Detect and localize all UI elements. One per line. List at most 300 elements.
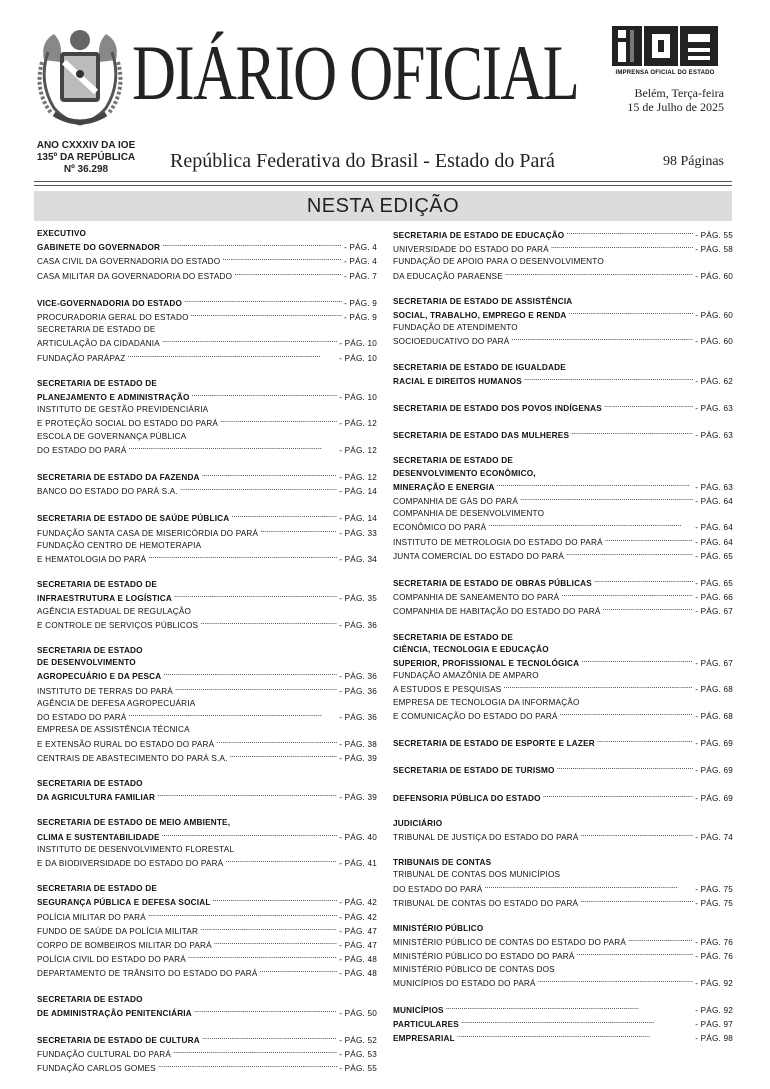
toc-entry-title: DO ESTADO DO PARÁ	[37, 713, 127, 723]
toc-entry-title: DA EDUCAÇÃO PARAENSE	[393, 271, 503, 281]
toc-entry[interactable]	[393, 480, 733, 494]
toc-entry[interactable]	[37, 952, 377, 966]
toc-line: AGÊNCIA ESTADUAL DE REGULAÇÃO	[37, 606, 192, 616]
toc-entry[interactable]	[393, 520, 733, 534]
toc-section	[37, 296, 377, 365]
toc-entry[interactable]	[37, 254, 377, 268]
toc-entry[interactable]	[37, 310, 377, 324]
toc-entry-title: POLÍCIA CIVIL DO ESTADO DO PARÁ	[37, 955, 186, 965]
toc-entry-page: - PÁG. 4	[344, 257, 377, 267]
toc-entry-page: - PÁG. 7	[344, 271, 377, 281]
toc-entry[interactable]	[393, 882, 733, 896]
dot-leader	[594, 576, 693, 586]
dot-leader	[581, 656, 693, 666]
toc-entry[interactable]	[393, 228, 733, 242]
toc-entry-title: AGROPECUÁRIO E DA PESCA	[37, 672, 162, 682]
toc-entry-title: CENTRAIS DE ABASTECIMENTO DO PARÁ S.A.	[37, 753, 228, 763]
toc-section	[393, 763, 733, 777]
toc-entry-page: - PÁG. 36	[339, 713, 377, 723]
toc-entry[interactable]	[37, 1061, 377, 1075]
toc-entry-title: GABINETE DO GOVERNADOR	[37, 243, 161, 253]
toc-entry-page: - PÁG. 69	[695, 793, 733, 803]
toc-section	[393, 1003, 733, 1046]
dot-leader	[162, 336, 337, 346]
toc-section	[393, 791, 733, 805]
toc-entry-title: COMPANHIA DE GÁS DO PARÁ	[393, 497, 519, 507]
toc-section	[393, 923, 733, 990]
dot-leader	[194, 1006, 337, 1016]
toc-entry-title: POLÍCIA MILITAR DO PARÁ	[37, 912, 146, 922]
toc-entry[interactable]	[37, 910, 377, 924]
toc-entry[interactable]	[393, 1031, 733, 1045]
toc-entry-page: - PÁG. 62	[695, 376, 733, 386]
toc-section	[393, 455, 733, 563]
dot-leader	[157, 790, 337, 800]
toc-entry-title: DEFENSORIA PÚBLICA DO ESTADO	[393, 793, 541, 803]
toc-entry-title: A ESTUDOS E PESQUISAS	[393, 685, 502, 695]
toc-entry-title: FUNDAÇÃO SANTA CASA DE MISERICÓRDIA DO PARÁ	[37, 528, 259, 538]
toc-section	[37, 378, 377, 457]
toc-section	[37, 1033, 377, 1076]
toc-entry-title: FUNDAÇÃO CARLOS GOMES	[37, 1064, 156, 1074]
toc-entry-title: SECRETARIA DE ESTADO DE ESPORTE E LAZER	[393, 739, 595, 749]
toc-entry[interactable]	[393, 428, 733, 442]
toc-line: COMPANHIA DE DESENVOLVIMENTO	[393, 509, 545, 519]
dot-leader	[231, 511, 337, 521]
toc-entry[interactable]	[37, 443, 377, 457]
toc-entry[interactable]	[393, 896, 733, 910]
toc-line: FUNDAÇÃO AMAZÔNIA DE AMPARO	[393, 671, 539, 681]
toc-entry[interactable]	[393, 590, 733, 604]
toc-section	[37, 778, 377, 804]
toc-entry-page: - PÁG. 76	[695, 952, 733, 962]
header-divider-thin	[34, 185, 732, 186]
toc-line: AGÊNCIA DE DEFESA AGROPECUÁRIA	[37, 698, 196, 708]
toc-entry-title: COMPANHIA DE SANEAMENTO DO PARÁ	[393, 593, 560, 603]
toc-heading: SECRETARIA DE ESTADO DE	[393, 456, 513, 466]
toc-entry-page: - PÁG. 47	[339, 926, 377, 936]
toc-heading: SECRETARIA DE ESTADO DE	[37, 378, 157, 388]
toc-entry[interactable]	[37, 618, 377, 632]
toc-entry-page: - PÁG. 14	[339, 487, 377, 497]
toc-entry-page: - PÁG. 55	[339, 1064, 377, 1074]
toc-entry-page: - PÁG. 63	[695, 482, 733, 492]
toc-entry-title: SECRETARIA DE ESTADO DAS MULHERES	[393, 431, 570, 441]
toc-heading: SECRETARIA DE ESTADO	[37, 994, 143, 1004]
toc-entry-page: - PÁG. 63	[695, 404, 733, 414]
toc-entry-title: SOCIOEDUCATIVO DO PARÁ	[393, 337, 510, 347]
edition-meta	[34, 140, 138, 176]
toc-entry-page: - PÁG. 55	[695, 231, 733, 240]
dot-leader	[566, 228, 693, 238]
toc-entry-page: - PÁG. 98	[695, 1034, 733, 1044]
toc-section	[393, 818, 733, 844]
toc-entry-title: SECRETARIA DE ESTADO DE OBRAS PÚBLICAS	[393, 579, 592, 589]
toc-entry-page: - PÁG. 33	[339, 528, 377, 538]
toc-entry-page: - PÁG. 69	[695, 766, 733, 776]
toc-entry[interactable]	[393, 1003, 733, 1017]
dot-leader	[505, 269, 693, 279]
toc-entry[interactable]	[37, 737, 377, 751]
toc-entry-title: SEGURANÇA PÚBLICA E DEFESA SOCIAL	[37, 898, 211, 908]
toc-entry[interactable]	[37, 684, 377, 698]
toc-entry[interactable]	[37, 416, 377, 430]
toc-entry-title: TRIBUNAL DE CONTAS DO ESTADO DO PARÁ	[393, 898, 579, 908]
toc-entry[interactable]	[393, 949, 733, 963]
toc-section	[393, 428, 733, 442]
state-coat-of-arms	[34, 22, 126, 130]
toc-heading: DE DESENVOLVIMENTO	[37, 658, 136, 668]
section-banner: NESTA EDIÇÃO	[34, 191, 732, 221]
dot-leader	[216, 737, 337, 747]
toc-entry-page: - PÁG. 75	[695, 884, 733, 894]
toc-heading: SECRETARIA DE ESTADO DE	[37, 580, 157, 590]
toc-entry[interactable]	[37, 351, 377, 365]
toc-heading: SECRETARIA DE ESTADO DE	[37, 884, 157, 894]
toc-entry-title: CASA MILITAR DA GOVERNADORIA DO ESTADO	[37, 271, 233, 281]
dot-leader	[222, 254, 342, 264]
dot-leader	[127, 351, 337, 361]
toc-entry-page: - PÁG. 64	[695, 523, 733, 533]
toc-entry-title: MINISTÉRIO PÚBLICO DO ESTADO DO PARÁ	[393, 952, 575, 962]
toc-entry[interactable]	[393, 549, 733, 563]
toc-entry-page: - PÁG. 74	[695, 832, 733, 842]
toc-entry-title: E EXTENSÃO RURAL DO ESTADO DO PARÁ	[37, 739, 215, 749]
toc-entry-title: FUNDO DE SAÚDE DA POLÍCIA MILITAR	[37, 926, 199, 936]
toc-entry-page: - PÁG. 68	[695, 685, 733, 695]
dot-leader	[561, 590, 693, 600]
toc-entry[interactable]	[393, 976, 733, 990]
toc-entry-title: E CONTROLE DE SERVIÇOS PÚBLICOS	[37, 620, 199, 630]
toc-entry[interactable]	[37, 710, 377, 724]
toc-entry-page: - PÁG. 9	[344, 298, 377, 308]
dot-leader	[457, 1031, 693, 1041]
toc-heading: SECRETARIA DE ESTADO	[37, 646, 143, 656]
toc-section	[37, 883, 377, 980]
toc-left-column	[37, 228, 377, 1089]
toc-entry[interactable]	[393, 494, 733, 508]
toc-entry-page: - PÁG. 69	[695, 739, 733, 749]
dot-leader	[543, 791, 694, 801]
toc-entry-title: FUNDAÇÃO PARÁPAZ	[37, 353, 126, 363]
toc-entry-page: - PÁG. 36	[339, 686, 377, 696]
toc-entry-title: MINISTÉRIO PÚBLICO DE CONTAS DO ESTADO DO PARÁ	[393, 938, 627, 948]
toc-line: EMPRESA DE TECNOLOGIA DA INFORMAÇÃO	[393, 697, 580, 707]
toc-entry-title: DEPARTAMENTO DE TRÂNSITO DO ESTADO DO PARÁ	[37, 969, 258, 979]
dot-leader	[174, 591, 337, 601]
toc-entry[interactable]	[393, 736, 733, 750]
dot-leader	[200, 924, 337, 934]
toc-entry-page: - PÁG. 10	[339, 353, 377, 363]
toc-entry[interactable]	[393, 576, 733, 590]
toc-section	[37, 579, 377, 632]
toc-entry-title: PARTICULARES	[393, 1020, 459, 1030]
dot-leader	[260, 966, 338, 976]
dot-leader	[213, 895, 338, 905]
dot-leader	[520, 494, 693, 504]
toc-entry-page: - PÁG. 38	[339, 739, 377, 749]
toc-entry[interactable]	[37, 390, 377, 404]
toc-heading: DESENVOLVIMENTO ECONÔMICO,	[393, 468, 536, 478]
toc-entry-page: - PÁG. 40	[339, 832, 377, 842]
toc-entry[interactable]	[37, 591, 377, 605]
dot-leader	[569, 308, 694, 318]
toc-entry[interactable]	[37, 511, 377, 525]
toc-right-column	[393, 228, 733, 1059]
toc-entry[interactable]	[393, 535, 733, 549]
toc-entry[interactable]	[393, 763, 733, 777]
toc-entry-title: INFRAESTRUTURA E LOGÍSTICA	[37, 594, 172, 604]
toc-entry-page: - PÁG. 47	[339, 940, 377, 950]
toc-line: FUNDAÇÃO DE ATENDIMENTO	[393, 323, 518, 333]
dot-leader	[175, 684, 337, 694]
toc-entry-page: - PÁG. 42	[339, 898, 377, 908]
dot-leader	[202, 470, 338, 480]
toc-entry[interactable]	[393, 401, 733, 415]
toc-entry-title: VICE-GOVERNADORIA DO ESTADO	[37, 298, 183, 308]
toc-entry-page: - PÁG. 64	[695, 537, 733, 547]
toc-section	[37, 228, 377, 283]
toc-entry[interactable]	[37, 1047, 377, 1061]
toc-section	[37, 994, 377, 1020]
toc-entry[interactable]	[37, 751, 377, 765]
dot-leader	[580, 896, 693, 906]
toc-entry[interactable]	[393, 334, 733, 348]
toc-entry-title: DE ADMINISTRAÇÃO PENITENCIÁRIA	[37, 1008, 192, 1018]
toc-entry[interactable]	[37, 484, 377, 498]
dot-leader	[485, 882, 694, 892]
toc-entry-title: BANCO DO ESTADO DO PARÁ S.A.	[37, 487, 178, 497]
toc-entry[interactable]	[37, 240, 377, 254]
toc-entry-title: SECRETARIA DE ESTADO DA FAZENDA	[37, 473, 200, 483]
toc-entry[interactable]	[393, 791, 733, 805]
dot-leader	[148, 552, 337, 562]
dot-leader	[488, 520, 693, 530]
dot-leader	[162, 830, 338, 840]
toc-entry-page: - PÁG. 58	[695, 245, 733, 255]
toc-heading: CIÊNCIA, TECNOLOGIA E EDUCAÇÃO	[393, 644, 549, 654]
dot-leader	[538, 976, 694, 986]
toc-entry-title: DO ESTADO DO PARÁ	[393, 884, 483, 894]
dot-leader	[192, 390, 338, 400]
toc-entry[interactable]	[37, 336, 377, 350]
ioe-logo-icon	[612, 26, 718, 76]
toc-heading: SECRETARIA DE ESTADO DE	[393, 632, 513, 642]
toc-entry-page: - PÁG. 12	[339, 419, 377, 429]
toc-entry-page: - PÁG. 68	[695, 711, 733, 721]
toc-heading: JUDICIÁRIO	[393, 818, 443, 828]
toc-entry[interactable]	[37, 296, 377, 310]
dot-leader	[230, 751, 338, 761]
dot-leader	[188, 952, 337, 962]
toc-entry-page: - PÁG. 65	[695, 579, 733, 589]
toc-entry[interactable]	[393, 1017, 733, 1031]
toc-entry-title: ARTICULAÇÃO DA CIDADANIA	[37, 339, 160, 349]
toc-entry-title: PROCURADORIA GERAL DO ESTADO	[37, 313, 189, 323]
toc-entry-title: INSTITUTO DE METROLOGIA DO ESTADO DO PARÁ	[393, 537, 603, 547]
dot-leader	[461, 1017, 693, 1027]
toc-entry[interactable]	[393, 709, 733, 723]
dot-leader	[604, 401, 693, 411]
dot-leader	[605, 535, 694, 545]
toc-entry[interactable]	[393, 656, 733, 670]
toc-entry-page: - PÁG. 4	[344, 243, 377, 253]
toc-entry[interactable]	[37, 1006, 377, 1020]
header-divider	[34, 181, 732, 182]
ioe-caption: IMPRENSA OFICIAL DO ESTADO	[615, 70, 715, 76]
toc-entry-title: UNIVERSIDADE DO ESTADO DO PARÁ	[393, 245, 549, 255]
dot-leader	[180, 484, 337, 494]
toc-entry-page: - PÁG. 48	[339, 955, 377, 965]
toc-entry[interactable]	[37, 1033, 377, 1047]
toc-section	[393, 401, 733, 415]
toc-entry-title: PLANEJAMENTO E ADMINISTRAÇÃO	[37, 393, 190, 403]
toc-entry-page: - PÁG. 14	[339, 514, 377, 524]
dot-leader	[200, 618, 337, 628]
toc-entry-page: - PÁG. 92	[695, 1005, 733, 1015]
weekday: Belém, Terça-feira	[634, 86, 724, 100]
toc-entry-page: - PÁG. 34	[339, 555, 377, 565]
toc-entry-title: MINERAÇÃO E ENERGIA	[393, 482, 495, 492]
toc-section	[393, 736, 733, 750]
toc-entry-title: DA AGRICULTURA FAMILIAR	[37, 793, 156, 803]
toc-entry-page: - PÁG. 36	[339, 620, 377, 630]
republic-year: 135º DA REPÚBLICA	[36, 152, 136, 163]
toc-line: EMPRESA DE ASSISTÊNCIA TÉCNICA	[37, 725, 190, 735]
dot-leader	[597, 736, 693, 746]
toc-entry[interactable]	[37, 856, 377, 870]
toc-section	[393, 632, 733, 723]
toc-entry[interactable]	[37, 924, 377, 938]
toc-entry-page: - PÁG. 67	[695, 659, 733, 669]
toc-entry-page: - PÁG. 12	[339, 473, 377, 483]
toc-entry-title: TRIBUNAL DE JUSTIÇA DO ESTADO DO PARÁ	[393, 832, 579, 842]
toc-section	[393, 576, 733, 619]
toc-entry[interactable]	[393, 308, 733, 322]
toc-entry-title: RACIAL E DIREITOS HUMANOS	[393, 376, 522, 386]
toc-entry-title: SECRETARIA DE ESTADO DE TURISMO	[393, 766, 555, 776]
dot-leader	[184, 296, 342, 306]
toc-heading: SECRETARIA DE ESTADO DE ASSISTÊNCIA	[393, 296, 573, 306]
dot-leader	[560, 709, 694, 719]
dot-leader	[129, 710, 338, 720]
toc-entry-title: SUPERIOR, PROFISSIONAL E TECNOLÓGICA	[393, 659, 580, 669]
toc-line: FUNDAÇÃO CENTRO DE HEMOTERAPIA	[37, 540, 202, 550]
toc-line: TRIBUNAL DE CONTAS DOS MUNICÍPIOS	[393, 870, 561, 880]
toc-entry-page: - PÁG. 39	[339, 753, 377, 763]
toc-entry[interactable]	[393, 604, 733, 618]
toc-entry-page: - PÁG. 64	[695, 497, 733, 507]
page-count: 98 Páginas	[662, 154, 724, 169]
edition-date	[600, 86, 724, 114]
toc-entry-title: FUNDAÇÃO CULTURAL DO PARÁ	[37, 1050, 172, 1060]
toc-heading: EXECUTIVO	[37, 229, 87, 238]
dot-leader	[497, 480, 694, 490]
toc-entry-title: EMPRESARIAL	[393, 1034, 455, 1044]
toc-entry-page: - PÁG. 48	[339, 969, 377, 979]
toc-section	[37, 511, 377, 566]
dot-leader	[557, 763, 694, 773]
toc-entry[interactable]	[37, 669, 377, 683]
toc-section	[37, 645, 377, 765]
toc-entry-title: E PROTEÇÃO SOCIAL DO ESTADO DO PARÁ	[37, 419, 219, 429]
toc-entry-page: - PÁG. 97	[695, 1020, 733, 1030]
toc-entry-page: - PÁG. 10	[339, 393, 377, 403]
masthead-title: DIÁRIO OFICIAL	[132, 29, 579, 116]
toc-entry-title: E DA BIODIVERSIDADE DO ESTADO DO PARÁ	[37, 858, 224, 868]
dot-leader	[571, 428, 693, 438]
toc-entry[interactable]	[37, 830, 377, 844]
toc-entry[interactable]	[393, 935, 733, 949]
dot-leader	[191, 310, 342, 320]
dot-leader	[260, 526, 337, 536]
dot-leader	[577, 949, 694, 959]
dot-leader	[503, 682, 693, 692]
toc-entry-title: E HEMATOLOGIA DO PARÁ	[37, 555, 147, 565]
toc-heading: SECRETARIA DE ESTADO	[37, 778, 143, 788]
edition-year: ANO CXXXIV DA IOE	[36, 140, 136, 151]
toc-entry-title: JUNTA COMERCIAL DO ESTADO DO PARÁ	[393, 551, 564, 561]
toc-entry-page: - PÁG. 39	[339, 793, 377, 803]
toc-entry-page: - PÁG. 50	[339, 1008, 377, 1018]
toc-entry-title: SECRETARIA DE ESTADO DE EDUCAÇÃO	[393, 231, 565, 240]
dot-leader	[628, 935, 693, 945]
toc-entry[interactable]	[37, 895, 377, 909]
toc-entry-title: INSTITUTO DE TERRAS DO PARÁ	[37, 686, 173, 696]
toc-entry-page: - PÁG. 42	[339, 912, 377, 922]
dot-leader	[446, 1003, 694, 1013]
toc-entry-title: CORPO DE BOMBEIROS MILITAR DO PARÁ	[37, 940, 212, 950]
toc-entry-page: - PÁG. 36	[339, 672, 377, 682]
toc-heading: MINISTÉRIO PÚBLICO	[393, 923, 484, 933]
toc-entry[interactable]	[37, 552, 377, 566]
toc-entry[interactable]	[393, 242, 733, 256]
toc-heading: SECRETARIA DE ESTADO DE MEIO AMBIENTE,	[37, 818, 231, 828]
toc-entry[interactable]	[393, 269, 733, 283]
toc-entry[interactable]	[37, 938, 377, 952]
toc-entry[interactable]	[393, 682, 733, 696]
dot-leader	[603, 604, 694, 614]
toc-entry-page: - PÁG. 92	[695, 978, 733, 988]
toc-heading: TRIBUNAIS DE CONTAS	[393, 858, 492, 868]
toc-section	[393, 296, 733, 349]
toc-entry[interactable]	[37, 269, 377, 283]
toc-entry[interactable]	[393, 374, 733, 388]
toc-entry-page: - PÁG. 52	[339, 1035, 377, 1045]
toc-line: SECRETARIA DE ESTADO DE	[37, 325, 156, 335]
toc-entry[interactable]	[37, 966, 377, 980]
toc-entry-title: E COMUNICAÇÃO DO ESTADO DO PARÁ	[393, 711, 558, 721]
toc-entry[interactable]	[37, 526, 377, 540]
toc-entry-title: SOCIAL, TRABALHO, EMPREGO E RENDA	[393, 311, 567, 321]
toc-entry-title: MUNICÍPIOS DO ESTADO DO PARÁ	[393, 978, 536, 988]
toc-line: INSTITUTO DE DESENVOLVIMENTO FLORESTAL	[37, 844, 235, 854]
toc-entry-page: - PÁG. 60	[695, 337, 733, 347]
toc-entry[interactable]	[37, 470, 377, 484]
dot-leader	[511, 334, 693, 344]
toc-entry-page: - PÁG. 75	[695, 898, 733, 908]
toc-entry[interactable]	[393, 830, 733, 844]
toc-section	[37, 817, 377, 870]
toc-entry-page: - PÁG. 60	[695, 311, 733, 321]
toc-entry[interactable]	[37, 790, 377, 804]
toc-section	[393, 228, 733, 283]
dot-leader	[220, 416, 337, 426]
date: 15 de Julho de 2025	[627, 100, 724, 114]
toc-line: ESCOLA DE GOVERNANÇA PÚBLICA	[37, 431, 187, 441]
toc-entry-title: COMPANHIA DE HABITAÇÃO DO ESTADO DO PARÁ	[393, 607, 601, 617]
dot-leader	[158, 1061, 337, 1071]
